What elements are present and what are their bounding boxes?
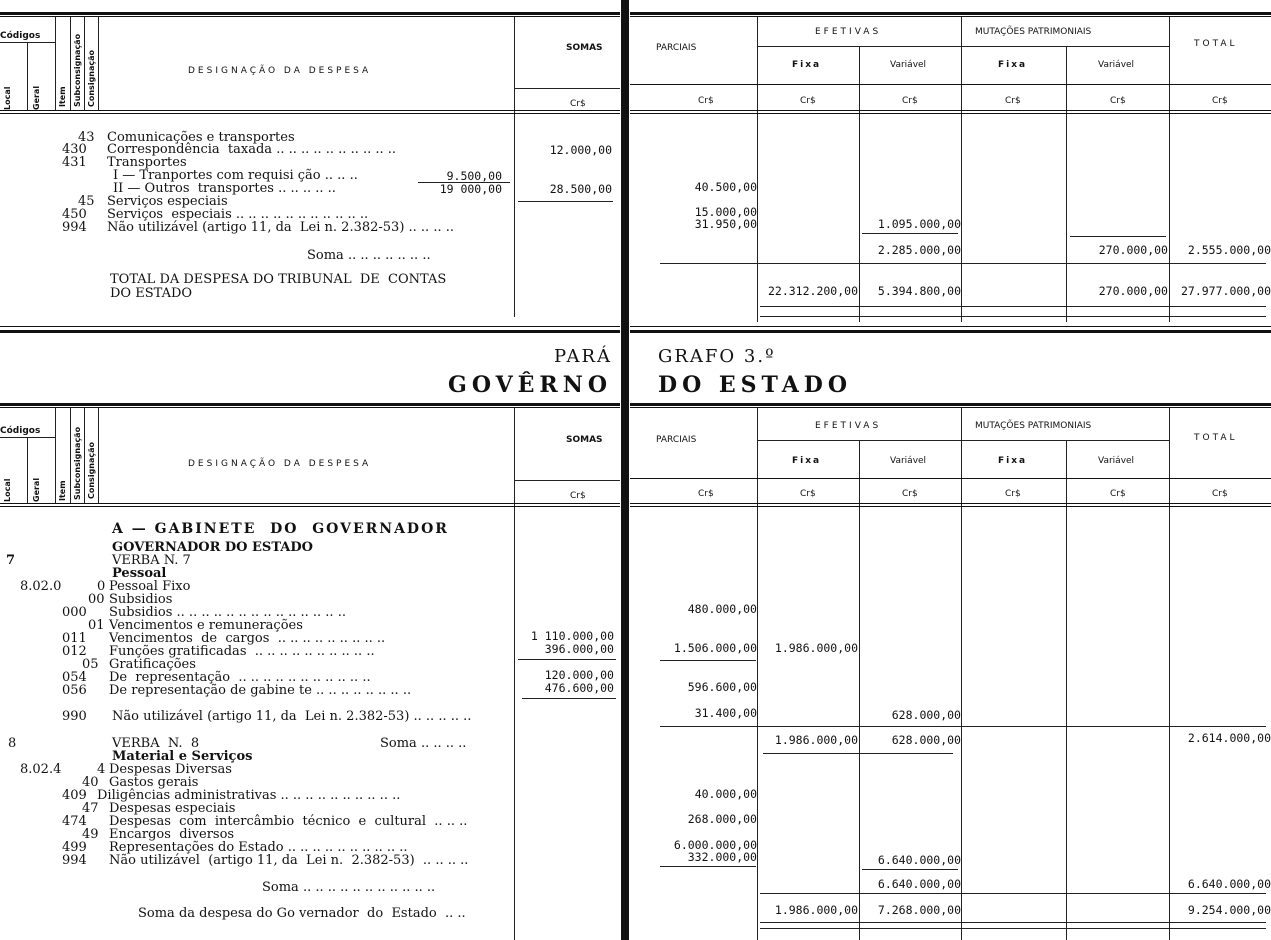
soma-label: Soma .. .. .. .. .. .. .. .. .. .. .. [262,880,436,895]
row-geral: 8.02.4 [20,762,62,777]
fixa-sum: 1.986.000,00 [774,733,858,747]
parcial-value: 480.000,00 [687,602,757,616]
row-code: 430 [62,142,87,157]
fixa-header: Fixa [998,456,1028,466]
total-label-1: TOTAL DA DESPESA DO TRIBUNAL DE CONTAS [110,272,447,287]
designacao-header: DESIGNAÇÃO DA DESPESA [188,459,372,469]
subconsignacao-col-header: Subconsignação [73,426,82,500]
codigos-label: Códigos [0,426,41,436]
currency-header: Cr$ [1005,489,1021,499]
row-text: Transportes [107,155,187,170]
parcial-value: 15.000,00 [694,205,757,219]
currency-header: Cr$ [570,99,586,109]
row-code: 0 [97,579,106,594]
heading-big: GOVÊRNO [448,372,612,398]
total-sum: 6.640.000,00 [1187,877,1271,891]
fixa-header: Fixa [998,60,1028,70]
total-sum: 2.614.000,00 [1187,731,1271,745]
row-text: Pessoal Fixo [109,579,191,594]
row-soma: 396.000,00 [544,642,614,656]
variavel-value: 1.095.000,00 [877,217,961,231]
heading-small: PARÁ [553,346,612,367]
row-code: 00 [88,592,105,607]
fixa-header: Fixa [792,456,822,466]
grand-fixa: 1.986.000,00 [774,903,858,917]
row-text: Vencimentos e remunerações [109,618,303,633]
parcial-value: 6.000.000,00 [673,838,757,852]
row-code: 409 [62,788,87,803]
heading-big: DO ESTADO [658,372,853,398]
grand-variavel: 7.268.000,00 [877,903,961,917]
row-text: Pessoal [112,566,167,581]
verba8-title: VERBA N. 8 [112,736,200,751]
currency-header: Cr$ [800,489,816,499]
row-code: 43 [78,130,95,145]
somas-header: SOMAS [566,43,603,53]
row-code: 474 [62,814,87,829]
parcial-value: 31.400,00 [694,706,757,720]
row-code: 431 [62,155,87,170]
row-text: De representação .. .. .. .. .. .. .. .. .. .. .. [109,670,371,685]
fixa-value: 1.986.000,00 [774,641,858,655]
gutter [621,0,629,940]
row-geral: 8.02.0 [20,579,62,594]
efetivas-header: EFETIVAS [815,27,882,37]
parcial-value: 40.000,00 [694,787,757,801]
currency-header: Cr$ [698,96,714,106]
grand-variavel: 5.394.800,00 [877,284,961,298]
local-col-header: Local [3,86,12,110]
parcial-value: 31.950,00 [694,217,757,231]
somas-header: SOMAS [566,435,603,445]
parcial-value: 332.000,00 [687,850,757,864]
row-text: Diligências administrativas .. .. .. .. .. .. .. .. .. .. [97,788,401,803]
row-text: Correspondência taxada .. .. .. .. .. .. .. .. .. .. [107,142,397,157]
parcial-value: 1.506.000,00 [673,641,757,655]
variavel-sum: 628.000,00 [891,733,961,747]
row-text: Gastos gerais [109,775,199,790]
currency-header: Cr$ [1212,96,1228,106]
row-code: 056 [62,683,87,698]
row-text: Serviços especiais .. .. .. .. .. .. .. .. .. .. .. [107,207,369,222]
variavel-header: Variável [890,456,927,466]
row-text: Subsidios .. .. .. .. .. .. .. .. .. .. .. .. .. .. [109,605,346,620]
final-soma-label: Soma da despesa do Go vernador do Estado .. .. [138,906,466,921]
grand-total: 9.254.000,00 [1187,903,1271,917]
currency-header: Cr$ [698,489,714,499]
variavel-value: 6.640.000,00 [877,853,961,867]
variavel-header: Variável [890,60,927,70]
grand-mut-variavel: 270.000,00 [1098,284,1168,298]
row-soma: 120.000,00 [544,668,614,682]
parciais-header: PARCIAIS [656,43,697,53]
currency-header: Cr$ [1110,96,1126,106]
row-code: 450 [62,207,87,222]
row-soma: 476.600,00 [544,681,614,695]
row-text: Vencimentos de cargos .. .. .. .. .. .. .. .. .. [109,631,386,646]
row-soma: 1 110.000,00 [530,629,614,643]
row-text: Funções gratificadas .. .. .. .. .. .. .. .. .. .. [109,644,375,659]
total-header: TOTAL [1194,433,1238,443]
row-code: 47 [82,801,99,816]
currency-header: Cr$ [1212,489,1228,499]
row-code: 990 [62,709,87,724]
row-text: Material e Serviços [112,749,253,764]
geral-col-header: Geral [32,477,41,502]
row-code: 994 [62,853,87,868]
grand-total: 27.977.000,00 [1180,284,1271,298]
row-code: 054 [62,670,87,685]
row-text: Serviços especiais [107,194,228,209]
currency-header: Cr$ [902,489,918,499]
row-text: Subsidios [109,592,173,607]
row-text: Não utilizável (artigo 11, da Lei n. 2.382-53) .. .. .. .. .. [112,709,472,724]
currency-header: Cr$ [800,96,816,106]
efetivas-header: EFETIVAS [815,421,882,431]
soma-label: Soma .. .. .. .. [380,736,467,751]
row-text: Representações do Estado .. .. .. .. .. .. .. .. .. .. [109,840,408,855]
parcial-value: 596.600,00 [687,680,757,694]
mut-variavel-sum: 270.000,00 [1098,243,1168,257]
row-text: Não utilizável (artigo 11, da Lei n. 2.382-53) .. .. .. .. [107,220,454,235]
fixa-header: Fixa [792,60,822,70]
row-text: Despesas Diversas [109,762,232,777]
variavel-header: Variável [1098,456,1135,466]
currency-header: Cr$ [902,96,918,106]
right-page [630,0,1271,940]
row-text: VERBA N. 7 [112,553,191,568]
total-header: TOTAL [1194,39,1238,49]
codigos-label: Códigos [0,31,41,41]
grand-fixa: 22.312.200,00 [767,284,858,298]
row-text: Encargos diversos [109,827,235,842]
currency-header: Cr$ [1110,489,1126,499]
row-soma: 12.000,00 [549,143,612,157]
row-code: 994 [62,220,87,235]
section-title: A — GABINETE DO GOVERNADOR [112,521,449,537]
parciais-header: PARCIAIS [656,435,697,445]
row-code: 01 [88,618,105,633]
variavel-sum: 2.285.000,00 [877,243,961,257]
row-code: 000 [62,605,87,620]
section-subtitle: GOVERNADOR DO ESTADO [112,540,313,555]
mutacoes-header: MUTAÇÕES PATRIMONIAIS [975,421,1092,431]
row-text: De representação de gabine te .. .. .. .. .. .. .. .. [109,683,412,698]
verba-local: 7 [6,553,16,568]
top-left-rule [0,12,620,15]
total-label-2: DO ESTADO [110,286,193,301]
row-code: 45 [78,194,95,209]
total-sum: 2.555.000,00 [1187,243,1271,257]
left-page [0,0,620,940]
row-text: Despesas especiais [109,801,236,816]
item-col-header: Item [58,86,67,107]
row-code: 05 [82,657,99,672]
verba-local: 8 [8,736,17,751]
heading-small: GRAFO 3.º [658,346,776,367]
row-soma: 28.500,00 [549,182,612,196]
row-code: 40 [82,775,99,790]
local-col-header: Local [3,478,12,502]
row-text: Gratificações [109,657,196,672]
item-col-header: Item [58,480,67,501]
soma-label: Soma .. .. .. .. .. .. .. [307,248,431,263]
row-text: Comunicações e transportes [107,130,295,145]
parcial-value: 40.500,00 [694,180,757,194]
row-text: II — Outros transportes .. .. .. .. .. [113,181,336,196]
consignacao-col-header: Consignação [87,49,96,107]
designacao-header: DESIGNAÇÃO DA DESPESA [188,66,372,76]
row-sub: 19 000,00 [439,182,502,196]
row-sub: 9.500,00 [446,169,502,183]
geral-col-header: Geral [32,85,41,110]
variavel-header: Variável [1098,60,1135,70]
currency-header: Cr$ [1005,96,1021,106]
row-code: 012 [62,644,87,659]
subconsignacao-col-header: Subconsignação [73,33,82,107]
currency-header: Cr$ [570,491,586,501]
row-text: I — Tranportes com requisi ção .. .. .. [113,168,358,183]
consignacao-col-header: Consignação [87,441,96,499]
row-code: 011 [62,631,87,646]
row-code: 499 [62,840,87,855]
variavel-sum: 6.640.000,00 [877,877,961,891]
row-code: 49 [82,827,99,842]
row-code: 4 [97,762,106,777]
row-text: Despesas com intercâmbio técnico e cultural .. .. .. [109,814,468,829]
parcial-value: 268.000,00 [687,812,757,826]
variavel-value: 628.000,00 [891,708,961,722]
mutacoes-header: MUTAÇÕES PATRIMONIAIS [975,27,1092,37]
row-text: Não utilizável (artigo 11, da Lei n. 2.382-53) .. .. .. .. [109,853,469,868]
